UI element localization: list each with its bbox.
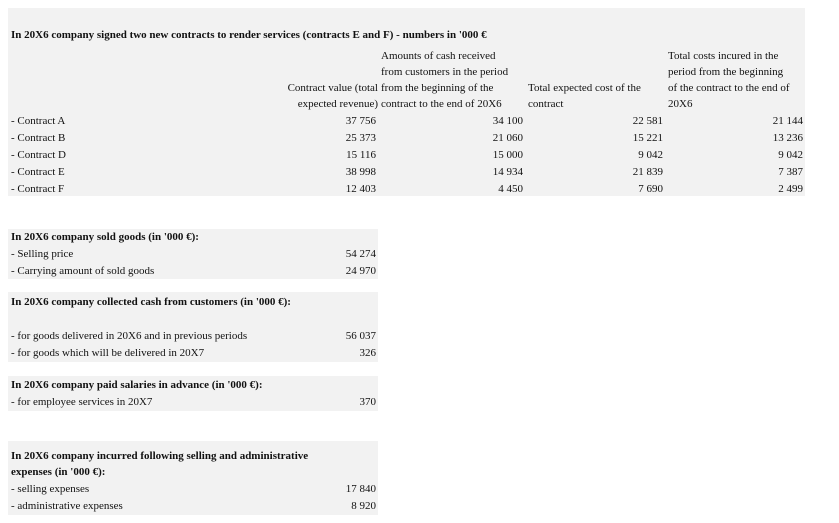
contract-f-expected: 7 690 (638, 183, 663, 195)
contract-a-incurred: 21 144 (772, 115, 803, 127)
contract-e-value: 38 998 (345, 166, 376, 178)
salaries-label: - for employee services in 20X7 (11, 396, 153, 408)
contract-b-cash: 21 060 (492, 132, 523, 144)
contract-e-expected: 21 839 (632, 166, 663, 178)
administrative-expenses-label: - administrative expenses (11, 500, 123, 512)
contract-b-value: 25 373 (345, 132, 376, 144)
header-expected-cost-1: Total expected cost of the (528, 82, 641, 94)
cash-future-label: - for goods which will be delivered in 20X7 (11, 347, 205, 359)
contract-f-label: - Contract F (11, 183, 65, 195)
cash-delivered-label: - for goods delivered in 20X6 and in previous periods (11, 330, 248, 342)
selling-expenses-value: 17 840 (345, 483, 376, 495)
contract-b-label: - Contract B (11, 132, 66, 144)
contract-a-expected: 22 581 (632, 115, 663, 127)
expenses-title-line-1: In 20X6 company incurred following selling and administrative (11, 450, 309, 462)
header-costs-incurred-1: Total costs incured in the (668, 50, 779, 62)
header-contract-value-2: expected revenue) (297, 98, 378, 110)
header-contract-value-1: Contract value (total (287, 82, 378, 94)
cash-delivered-value: 56 037 (345, 330, 376, 342)
contract-e-label: - Contract E (11, 166, 65, 178)
contract-b-expected: 15 221 (632, 132, 663, 144)
goods-carrying-amount-label: - Carrying amount of sold goods (11, 265, 155, 277)
contract-d-label: - Contract D (11, 149, 66, 161)
goods-carrying-amount-value: 24 970 (345, 265, 376, 277)
contract-f-cash: 4 450 (498, 183, 523, 195)
header-cash-received-3: from the beginning of the (381, 82, 494, 94)
salaries-value: 370 (359, 396, 376, 408)
header-cash-received-4: contract to the end of 20X6 (381, 98, 502, 110)
header-costs-incurred-4: 20X6 (668, 98, 693, 110)
goods-selling-price-label: - Selling price (11, 248, 74, 260)
header-expected-cost-2: contract (528, 98, 564, 110)
contract-e-cash: 14 934 (492, 166, 523, 178)
salaries-title: In 20X6 company paid salaries in advance (in '000 €): (11, 379, 263, 391)
contract-f-incurred: 2 499 (778, 183, 803, 195)
cash-title: In 20X6 company collected cash from customers (in '000 €): (11, 296, 291, 308)
contracts-title: In 20X6 company signed two new contracts to render services (contracts E and F) - numbers in '000 € (11, 29, 487, 41)
header-costs-incurred-2: period from the beginning (668, 66, 784, 78)
goods-selling-price-value: 54 274 (345, 248, 376, 260)
contract-d-value: 15 116 (346, 149, 376, 161)
contract-a-value: 37 756 (345, 115, 376, 127)
contract-a-label: - Contract A (11, 115, 66, 127)
selling-expenses-label: - selling expenses (11, 483, 90, 495)
contract-a-cash: 34 100 (492, 115, 523, 127)
contract-d-incurred: 9 042 (778, 149, 803, 161)
contract-d-cash: 15 000 (492, 149, 523, 161)
contract-d-expected: 9 042 (638, 149, 663, 161)
header-cash-received-1: Amounts of cash received (381, 50, 496, 62)
header-cash-received-2: from customers in the period (381, 66, 509, 78)
expenses-title-line-2: expenses (in '000 €): (11, 466, 106, 478)
goods-title: In 20X6 company sold goods (in '000 €): (11, 231, 199, 243)
header-costs-incurred-3: of the contract to the end of (668, 82, 790, 94)
administrative-expenses-value: 8 920 (351, 500, 376, 512)
contract-b-incurred: 13 236 (772, 132, 803, 144)
cash-future-value: 326 (359, 347, 376, 359)
contract-f-value: 12 403 (345, 183, 376, 195)
contract-e-incurred: 7 387 (778, 166, 803, 178)
